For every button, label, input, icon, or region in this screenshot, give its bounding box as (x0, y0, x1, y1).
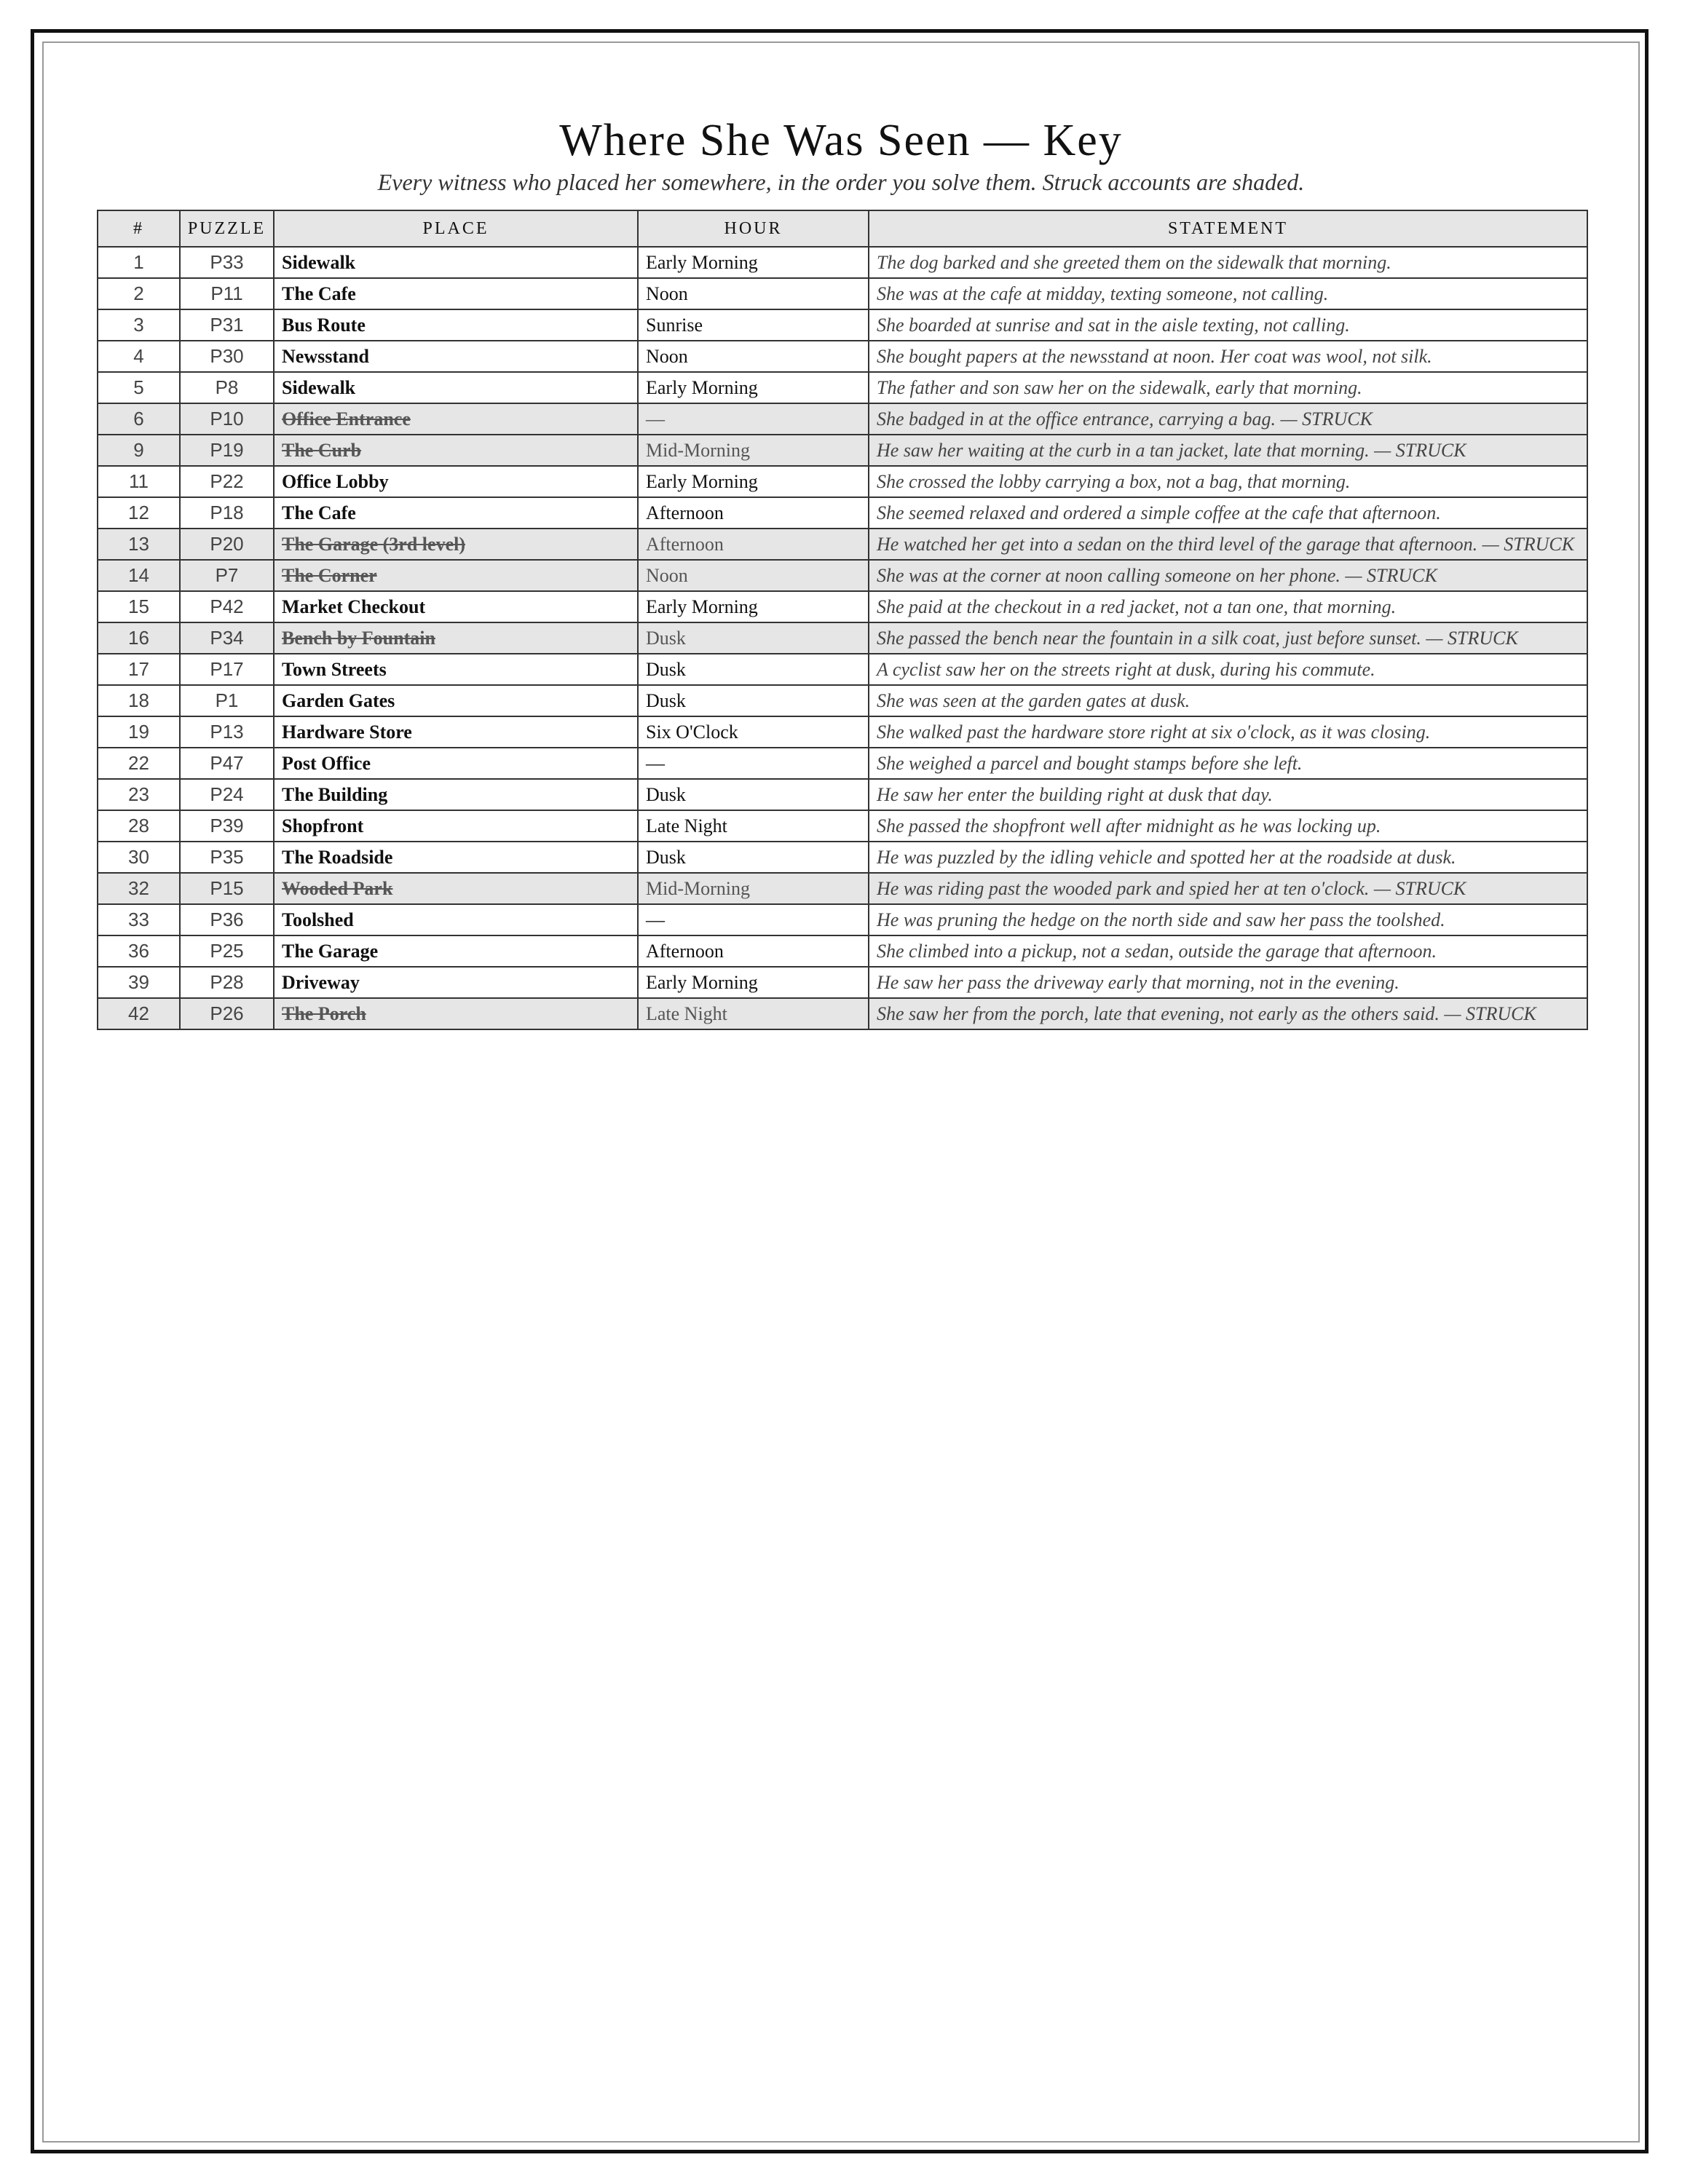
cell-place: Toolshed (274, 904, 638, 935)
table-row (98, 967, 1587, 998)
cell-puzzle: P25 (180, 935, 274, 967)
cell-place: Bench by Fountain (274, 622, 638, 654)
cell-hour: Noon (638, 341, 869, 372)
cell-place: The Corner (274, 560, 638, 591)
cell-puzzle: P28 (180, 967, 274, 998)
cell-num: 28 (98, 810, 180, 842)
cell-place: The Building (274, 779, 638, 810)
table-row (98, 341, 1587, 372)
cell-hour: Noon (638, 278, 869, 309)
cell-puzzle: P11 (180, 278, 274, 309)
cell-place: The Cafe (274, 278, 638, 309)
cell-hour: Afternoon (638, 935, 869, 967)
cell-puzzle: P22 (180, 466, 274, 497)
cell-place: Sidewalk (274, 247, 638, 278)
table-row (98, 466, 1587, 497)
cell-hour: Early Morning (638, 372, 869, 403)
cell-num: 14 (98, 560, 180, 591)
cell-hour: Dusk (638, 685, 869, 716)
table-row (98, 779, 1587, 810)
table-row (98, 372, 1587, 403)
cell-num: 19 (98, 716, 180, 748)
cell-statement: She climbed into a pickup, not a sedan, outside the garage that afternoon. (869, 935, 1587, 967)
cell-num: 42 (98, 998, 180, 1029)
cell-place: Wooded Park (274, 873, 638, 904)
cell-place: The Garage (274, 935, 638, 967)
cell-place: Hardware Store (274, 716, 638, 748)
cell-hour: Afternoon (638, 497, 869, 529)
cell-hour: — (638, 904, 869, 935)
column-header-statement: STATEMENT (869, 210, 1587, 247)
cell-num: 39 (98, 967, 180, 998)
cell-statement: The dog barked and she greeted them on the sidewalk that morning. (869, 247, 1587, 278)
cell-puzzle: P35 (180, 842, 274, 873)
cell-hour: Early Morning (638, 466, 869, 497)
cell-num: 18 (98, 685, 180, 716)
cell-statement: He was pruning the hedge on the north side and saw her pass the toolshed. (869, 904, 1587, 935)
cell-num: 5 (98, 372, 180, 403)
cell-statement: She weighed a parcel and bought stamps before she left. (869, 748, 1587, 779)
cell-statement: She passed the shopfront well after midnight as he was locking up. (869, 810, 1587, 842)
table-row (98, 654, 1587, 685)
cell-hour: Six O'Clock (638, 716, 869, 748)
cell-num: 6 (98, 403, 180, 435)
column-header-hour: HOUR (638, 210, 869, 247)
cell-num: 13 (98, 529, 180, 560)
table-row (98, 904, 1587, 935)
cell-statement: She badged in at the office entrance, carrying a bag. — STRUCK (869, 403, 1587, 435)
table-row (98, 247, 1587, 278)
cell-puzzle: P18 (180, 497, 274, 529)
cell-hour: Early Morning (638, 967, 869, 998)
cell-statement: She bought papers at the newsstand at noon. Her coat was wool, not silk. (869, 341, 1587, 372)
cell-statement: She passed the bench near the fountain in a silk coat, just before sunset. — STRUCK (869, 622, 1587, 654)
cell-puzzle: P36 (180, 904, 274, 935)
cell-statement: He saw her enter the building right at dusk that day. (869, 779, 1587, 810)
column-header-place: PLACE (274, 210, 638, 247)
column-header-puzzle: PUZZLE (180, 210, 274, 247)
column-header-num: # (98, 210, 180, 247)
cell-puzzle: P10 (180, 403, 274, 435)
page-subtitle: Every witness who placed her somewhere, in the order you solve them. Struck accounts are shaded. (377, 169, 1305, 195)
cell-puzzle: P24 (180, 779, 274, 810)
cell-place: The Curb (274, 435, 638, 466)
cell-puzzle: P31 (180, 309, 274, 341)
cell-hour: Sunrise (638, 309, 869, 341)
cell-hour: Noon (638, 560, 869, 591)
table-row (98, 278, 1587, 309)
cell-hour: Dusk (638, 622, 869, 654)
cell-hour: Mid-Morning (638, 873, 869, 904)
cell-puzzle: P8 (180, 372, 274, 403)
cell-statement: She was at the corner at noon calling someone on her phone. — STRUCK (869, 560, 1587, 591)
cell-num: 3 (98, 309, 180, 341)
cell-hour: Early Morning (638, 247, 869, 278)
cell-puzzle: P34 (180, 622, 274, 654)
cell-hour: Dusk (638, 842, 869, 873)
cell-statement: She paid at the checkout in a red jacket, not a tan one, that morning. (869, 591, 1587, 622)
cell-place: Office Entrance (274, 403, 638, 435)
cell-statement: She was at the cafe at midday, texting someone, not calling. (869, 278, 1587, 309)
cell-puzzle: P15 (180, 873, 274, 904)
cell-place: Shopfront (274, 810, 638, 842)
table-row-struck (98, 998, 1587, 1029)
sightings-key-table (97, 210, 1588, 1030)
cell-statement: A cyclist saw her on the streets right at dusk, during his commute. (869, 654, 1587, 685)
table-row-struck (98, 529, 1587, 560)
cell-hour: Afternoon (638, 529, 869, 560)
cell-puzzle: P20 (180, 529, 274, 560)
cell-puzzle: P26 (180, 998, 274, 1029)
cell-num: 33 (98, 904, 180, 935)
table-row-struck (98, 435, 1587, 466)
page-title: Where She Was Seen — Key (559, 116, 1123, 165)
cell-place: Driveway (274, 967, 638, 998)
table-row (98, 935, 1587, 967)
cell-statement: He was puzzled by the idling vehicle and spotted her at the roadside at dusk. (869, 842, 1587, 873)
cell-num: 32 (98, 873, 180, 904)
cell-statement: He watched her get into a sedan on the third level of the garage that afternoon. — STRUCK (869, 529, 1587, 560)
cell-place: Sidewalk (274, 372, 638, 403)
cell-num: 16 (98, 622, 180, 654)
table-row (98, 748, 1587, 779)
cell-hour: — (638, 403, 869, 435)
table-body (98, 247, 1587, 1029)
cell-num: 2 (98, 278, 180, 309)
cell-place: The Garage (3rd level) (274, 529, 638, 560)
cell-place: The Roadside (274, 842, 638, 873)
cell-statement: He saw her pass the driveway early that morning, not in the evening. (869, 967, 1587, 998)
cell-puzzle: P30 (180, 341, 274, 372)
cell-puzzle: P42 (180, 591, 274, 622)
cell-puzzle: P39 (180, 810, 274, 842)
cell-statement: She boarded at sunrise and sat in the aisle texting, not calling. (869, 309, 1587, 341)
cell-place: Bus Route (274, 309, 638, 341)
cell-puzzle: P7 (180, 560, 274, 591)
cell-num: 23 (98, 779, 180, 810)
cell-place: Newsstand (274, 341, 638, 372)
cell-num: 11 (98, 466, 180, 497)
table-row-struck (98, 622, 1587, 654)
table-row (98, 591, 1587, 622)
cell-statement: She seemed relaxed and ordered a simple coffee at the cafe that afternoon. (869, 497, 1587, 529)
cell-puzzle: P33 (180, 247, 274, 278)
cell-puzzle: P47 (180, 748, 274, 779)
cell-num: 15 (98, 591, 180, 622)
cell-hour: — (638, 748, 869, 779)
table-header-row (98, 210, 1587, 247)
table-row-struck (98, 873, 1587, 904)
cell-statement: She saw her from the porch, late that evening, not early as the others said. — STRUCK (869, 998, 1587, 1029)
cell-num: 22 (98, 748, 180, 779)
cell-puzzle: P19 (180, 435, 274, 466)
cell-statement: She walked past the hardware store right at six o'clock, as it was closing. (869, 716, 1587, 748)
cell-hour: Late Night (638, 998, 869, 1029)
table-row (98, 810, 1587, 842)
table-row (98, 716, 1587, 748)
cell-place: Post Office (274, 748, 638, 779)
cell-num: 17 (98, 654, 180, 685)
cell-statement: He saw her waiting at the curb in a tan jacket, late that morning. — STRUCK (869, 435, 1587, 466)
table-row-struck (98, 403, 1587, 435)
table-row (98, 685, 1587, 716)
cell-place: Town Streets (274, 654, 638, 685)
cell-statement: She crossed the lobby carrying a box, not a bag, that morning. (869, 466, 1587, 497)
cell-hour: Early Morning (638, 591, 869, 622)
cell-place: Office Lobby (274, 466, 638, 497)
cell-statement: The father and son saw her on the sidewalk, early that morning. (869, 372, 1587, 403)
cell-hour: Dusk (638, 654, 869, 685)
cell-place: Market Checkout (274, 591, 638, 622)
cell-puzzle: P17 (180, 654, 274, 685)
cell-place: The Cafe (274, 497, 638, 529)
cell-hour: Late Night (638, 810, 869, 842)
cell-hour: Dusk (638, 779, 869, 810)
cell-num: 9 (98, 435, 180, 466)
cell-num: 4 (98, 341, 180, 372)
cell-place: The Porch (274, 998, 638, 1029)
cell-puzzle: P1 (180, 685, 274, 716)
table-row (98, 309, 1587, 341)
table-row-struck (98, 560, 1587, 591)
cell-hour: Mid-Morning (638, 435, 869, 466)
cell-statement: She was seen at the garden gates at dusk. (869, 685, 1587, 716)
table-row (98, 497, 1587, 529)
table-row (98, 842, 1587, 873)
cell-place: Garden Gates (274, 685, 638, 716)
cell-num: 1 (98, 247, 180, 278)
cell-statement: He was riding past the wooded park and spied her at ten o'clock. — STRUCK (869, 873, 1587, 904)
cell-num: 30 (98, 842, 180, 873)
cell-num: 12 (98, 497, 180, 529)
cell-puzzle: P13 (180, 716, 274, 748)
cell-num: 36 (98, 935, 180, 967)
